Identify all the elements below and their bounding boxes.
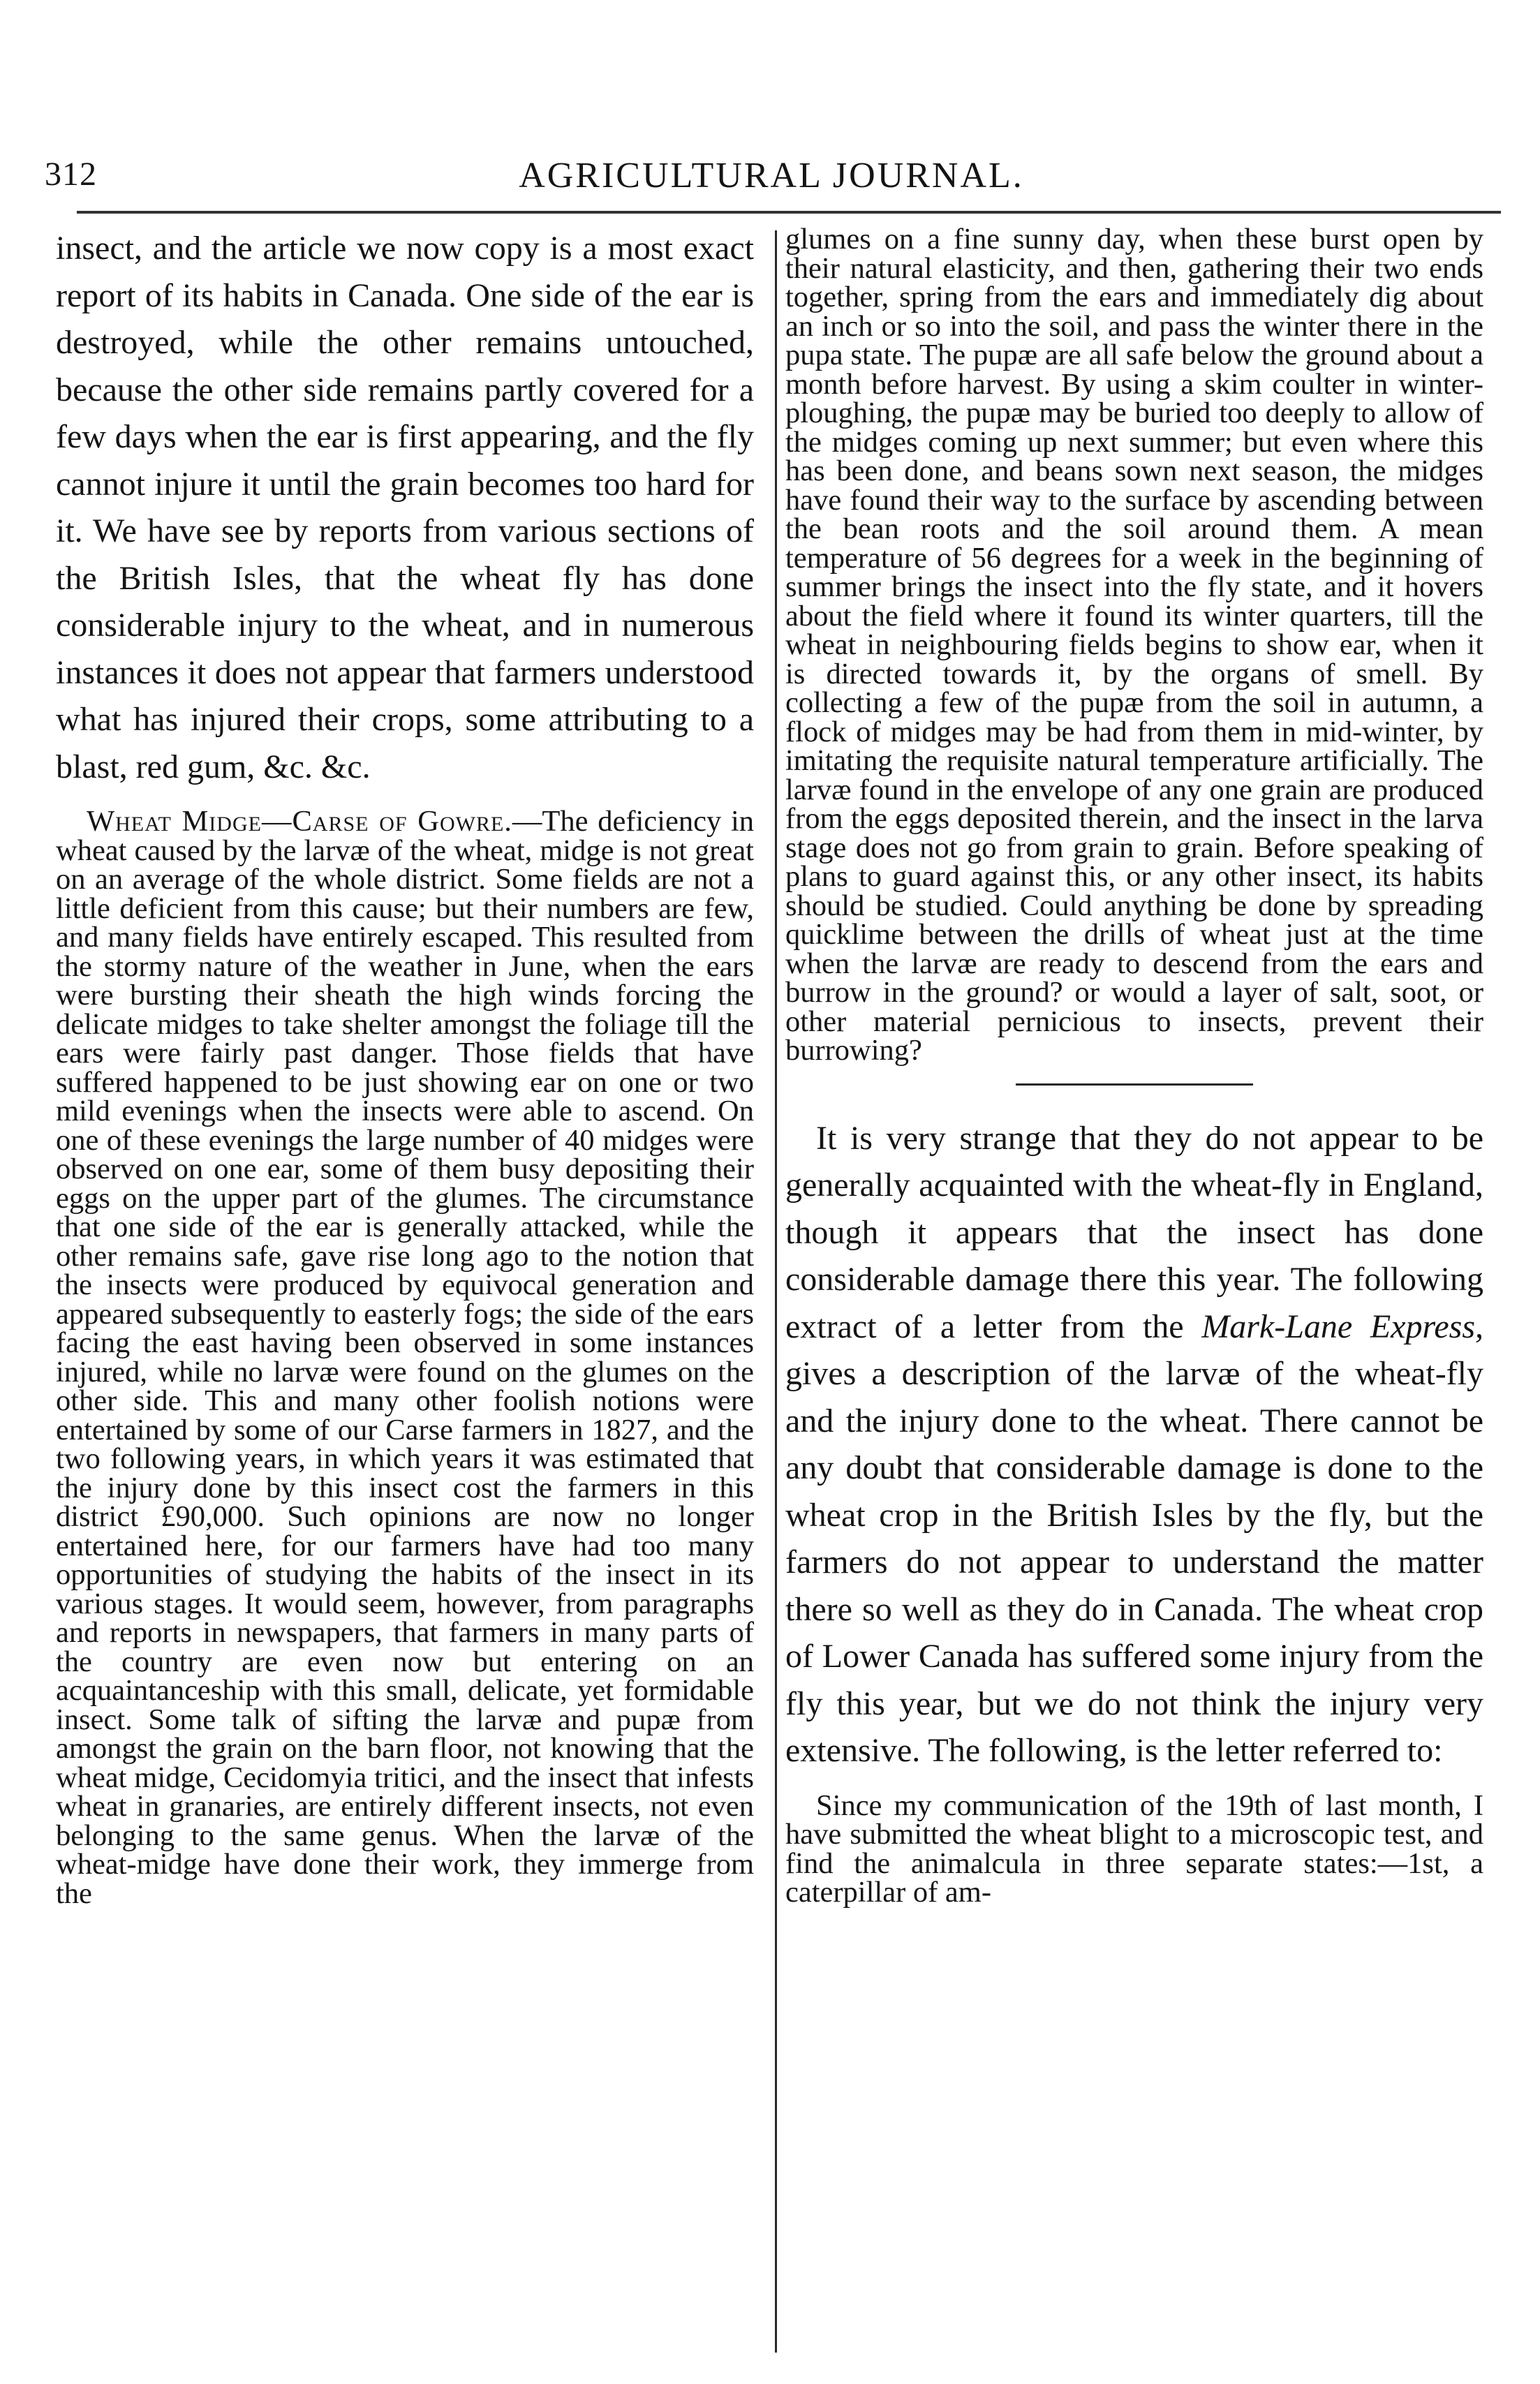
section-separator-rule (1016, 1083, 1253, 1086)
right-paragraph-letter: Since my communication of the 19th of last month, I have submitted the wheat blight to a microscopic test, and find the animalcula in three separate states:—1st, a caterpillar of am- (785, 1789, 1483, 1909)
mark-lane-express-title: Mark-Lane Express, (1201, 1308, 1484, 1345)
section-heading-wheat-midge: Wheat Midge—Carse of Gowre. (87, 805, 512, 838)
wheat-midge-body: —The deficiency in wheat caused by the larvæ of the wheat, midge is not great on an average of the whole district. Some fields are not a little deficient from this cause; but their numbers are few, and many fields have entirely escaped. This resulted from the stormy nature of the weather in June, when the ears were bursting their sheath the high winds forcing the delicate midges to take shelter amongst the foliage till the ears were fairly past danger. Those fields that have suffered happened to be just showing ear on one or two mild evenings when the insects were able to ascend. On one of these evenings the large number of 40 midges were observed on one ear, some of them busy depositing their eggs on the upper part of the glumes. The circumstance that one side of the ear is generally attacked, while the other remains safe, gave rise long ago to the notion that the insects were produced by equivocal generation and appeared subsequently to easterly fogs; the side of the ears facing the east having been observed in some instances injured, while no larvæ were found on the glumes on the other side. This and many other foolish notions were entertained by some of our Carse farmers in 1827, and the two following years, in which years it was estimated that the injury done by this insect cost the farmers in this district £90,000. Such opinions are now no longer entertained here, for our farmers have had too many opportunities of studying the habits of the insect in its various stages. It would seem, however, from paragraphs and reports in newspapers, that farmers in many parts of the country are even now but entering on an acquaintanceship with this small, delicate, yet formidable insect. Some talk of sifting the larvæ and pupæ from amongst the grain on the barn floor, not knowing that the wheat midge, Cecidomyia tritici, and the insect that infests wheat in granaries, are entirely different insects, not even belonging to the same genus. When the larvæ of the wheat-midge have done their work, they immerge from the (56, 805, 754, 1910)
page-number: 312 (45, 156, 97, 193)
editorial-text-before: It is very strange that they do not appear to be generally acquainted with the wheat-fly in England, though it appears that the insect has done considerable damage there this year. The following extract of a letter from the (785, 1119, 1483, 1345)
right-paragraph-editorial (785, 1115, 1483, 1775)
column-divider (775, 230, 777, 2353)
header-rule (77, 211, 1501, 214)
editorial-text-after: gives a description of the larvæ of the wheat-fly and the injury done to the wheat. There cannot be any doubt that considerable damage is done to the wheat crop in the British Isles by the fly, but the farmers do not appear to understand the matter there so well as they do in Canada. The wheat crop of Lower Canada has suffered some injury from the fly this year, but we do not think the injury very extensive. The following, is the letter referred to: (785, 1355, 1483, 1769)
right-paragraph-continuation: glumes on a fine sunny day, when these burst open by their natural elasticity, and then, gathering their two ends together, spring from the ears and immediately dig about an inch or so into the soil, and pass the winter there in the pupa state. The pupæ are all safe below the ground about a month before harvest. By using a skim coulter in winter-ploughing, the pupæ may be buried too deeply to allow of the midges coming up next summer; but even where this has been done, and beans sown next season, the midges have found their way to the surface by ascending between the bean roots and the soil around them. A mean temperature of 56 degrees for a week in the beginning of summer brings the insect into the fly state, and it hovers about the field where it found its winter quarters, till the wheat in neighbouring fields begins to show ear, when it is directed towards it, by the organs of smell. By collecting a few of the pupæ from the soil in autumn, a flock of midges may be had from them in mid-winter, by imitating the requisite natural temperature artificially. The larvæ found in the envelope of any one grain are produced from the eggs deposited therein, and the insect in the larva stage does not go from grain to grain. Before speaking of plans to guard against this, or any other insect, its habits should be studied. Could anything be done by spreading quicklime between the drills of wheat just at the time when the larvæ are ready to descend from the ears and burrow in the ground? or would a layer of salt, soot, or other material pernicious to insects, prevent their burrowing? (785, 223, 1483, 1067)
left-paragraph-wheat-midge (56, 807, 754, 1908)
right-column (785, 225, 1483, 1907)
left-paragraph-intro: insect, and the article we now copy is a most exact report of its habits in Canada. One side of the ear is destroyed, while the other remains untouched, because the other side remains partly covered for a few days when the ear is first appearing, and the fly cannot injure it until the grain becomes too hard for it. We have see by reports from various sections of the British Isles, that the wheat fly has done considerable injury to the wheat, and in numerous instances it does not appear that farmers understood what has injured their crops, some attributing to a blast, red gum, &c. &c. (56, 230, 754, 785)
running-title: AGRICULTURAL JOURNAL. (519, 156, 1024, 195)
left-column (56, 225, 754, 1908)
